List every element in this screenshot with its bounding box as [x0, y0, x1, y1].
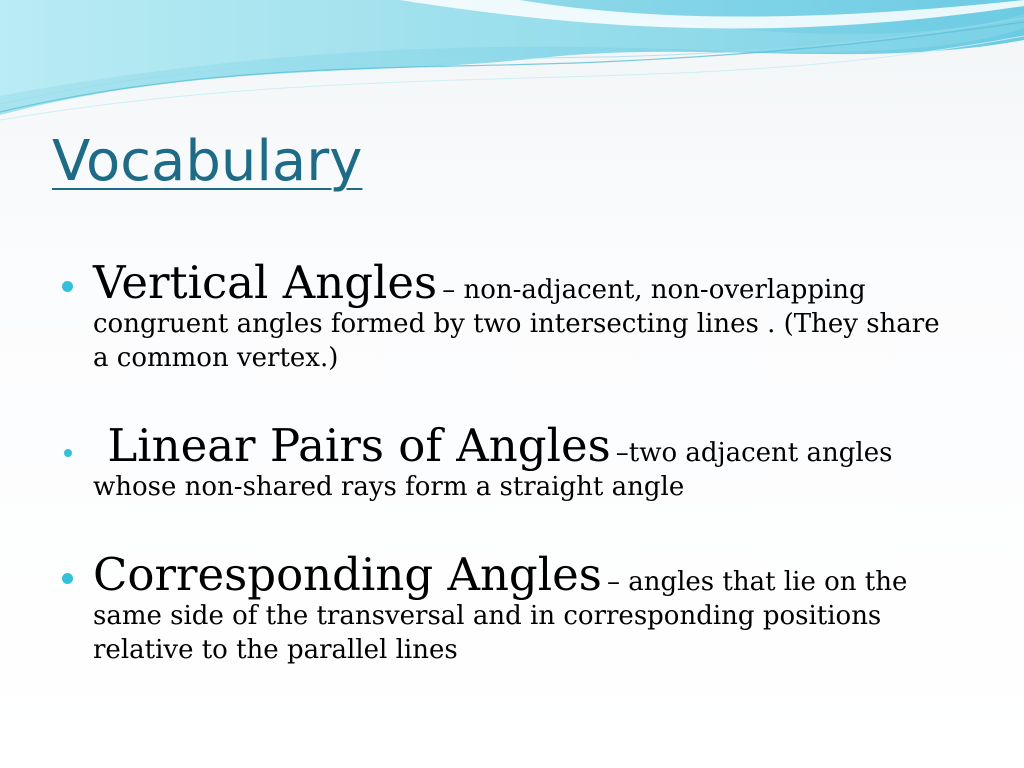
bullet-dot-icon [62, 573, 73, 584]
list-item-corresponding-angles [62, 548, 962, 667]
term: Vertical Angles [93, 256, 438, 309]
decorative-wave-header [0, 0, 1024, 130]
definition: –two adjacent angles whose non-shared rays form a straight angle [93, 438, 893, 502]
term-text: Linear Pairs of Angles [107, 419, 611, 472]
vocabulary-list [62, 256, 962, 667]
definition: – angles that lie on the same side of the transversal and in corresponding positions relative to the parallel lines [93, 567, 908, 665]
bullet-dot-icon [64, 449, 72, 457]
term: Corresponding Angles [93, 548, 602, 601]
definition: – non-adjacent, non-overlapping congruent angles formed by two intersecting lines . (They share a common vertex.) [93, 275, 940, 373]
list-item-vertical-angles [62, 256, 962, 375]
bullet-dot-icon [62, 281, 73, 292]
slide-title: Vocabulary [52, 129, 363, 194]
list-item-linear-pairs [62, 419, 962, 504]
term [93, 419, 611, 472]
